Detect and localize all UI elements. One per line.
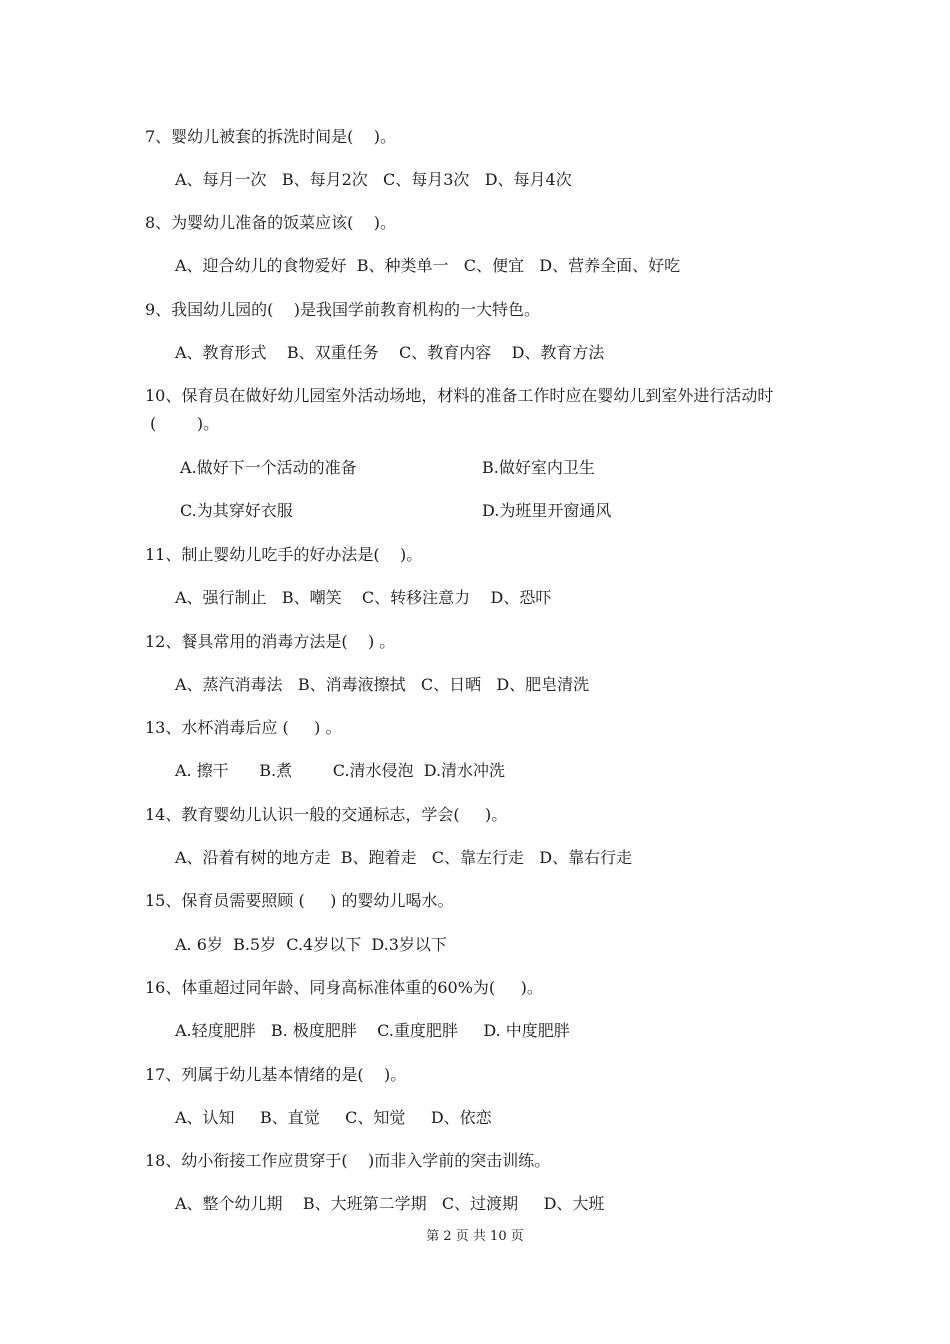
question-18-options: A、整个幼儿期 B、大班第二学期 C、过渡期 D、大班 [175, 1194, 605, 1213]
question-14-stem: 14、教育婴幼儿认识一般的交通标志，学会( )。 [145, 805, 508, 824]
question-11-options: A、强行制止 B、嘲笑 C、转移注意力 D、恐吓 [175, 588, 552, 607]
question-15-stem: 15、保育员需要照顾 ( ) 的婴幼儿喝水。 [145, 891, 454, 910]
question-12-options: A、蒸汽消毒法 B、消毒液擦拭 C、日晒 D、肥皂清洗 [175, 675, 590, 694]
question-15-options: A. 6岁 B.5岁 C.4岁以下 D.3岁以下 [175, 935, 447, 954]
question-13-stem: 13、水杯消毒后应 ( ) 。 [145, 718, 342, 737]
question-12-stem: 12、餐具常用的消毒方法是( ) 。 [145, 632, 396, 651]
question-9-stem: 9、我国幼儿园的( )是我国学前教育机构的一大特色。 [145, 300, 541, 319]
question-13-options: A. 擦干 B.煮 C.清水侵泡 D.清水冲洗 [175, 761, 506, 780]
question-7-options: A、每月一次 B、每月2次 C、每月3次 D、每月4次 [175, 170, 572, 189]
question-14-options: A、沿着有树的地方走 B、跑着走 C、靠左行走 D、靠右行走 [175, 848, 633, 867]
question-16-stem: 16、体重超过同年龄、同身高标准体重的60%为( )。 [145, 978, 543, 997]
question-10-option-d: D.为班里开窗通风 [482, 501, 612, 520]
question-11-stem: 11、制止婴幼儿吃手的好办法是( )。 [145, 545, 423, 564]
question-8-stem: 8、为婴幼儿准备的饭菜应该( )。 [145, 213, 397, 232]
question-10-option-c: C.为其穿好衣服 [180, 501, 293, 520]
question-8-options: A、迎合幼儿的食物爱好 B、种类单一 C、便宜 D、营养全面、好吃 [175, 256, 681, 275]
question-9-options: A、教育形式 B、双重任务 C、教育内容 D、教育方法 [175, 343, 605, 362]
question-7-stem: 7、婴幼儿被套的拆洗时间是( )。 [145, 127, 397, 146]
question-16-options: A.轻度肥胖 B. 极度肥胖 C.重度肥胖 D. 中度肥胖 [175, 1021, 570, 1040]
question-10-stem-continued: ( )。 [150, 414, 220, 433]
question-10-stem: 10、保育员在做好幼儿园室外活动场地，材料的准备工作时应在婴幼儿到室外进行活动时 [145, 386, 774, 405]
question-17-options: A、认知 B、直觉 C、知觉 D、依恋 [175, 1108, 492, 1127]
page-number: 第 2 页 共 10 页 [426, 1229, 524, 1244]
question-10-option-b: B.做好室内卫生 [482, 458, 595, 477]
question-10-option-a: A.做好下一个活动的准备 [180, 458, 357, 477]
question-17-stem: 17、列属于幼儿基本情绪的是( )。 [145, 1065, 407, 1084]
question-18-stem: 18、幼小衔接工作应贯穿于( )而非入学前的突击训练。 [145, 1151, 551, 1170]
